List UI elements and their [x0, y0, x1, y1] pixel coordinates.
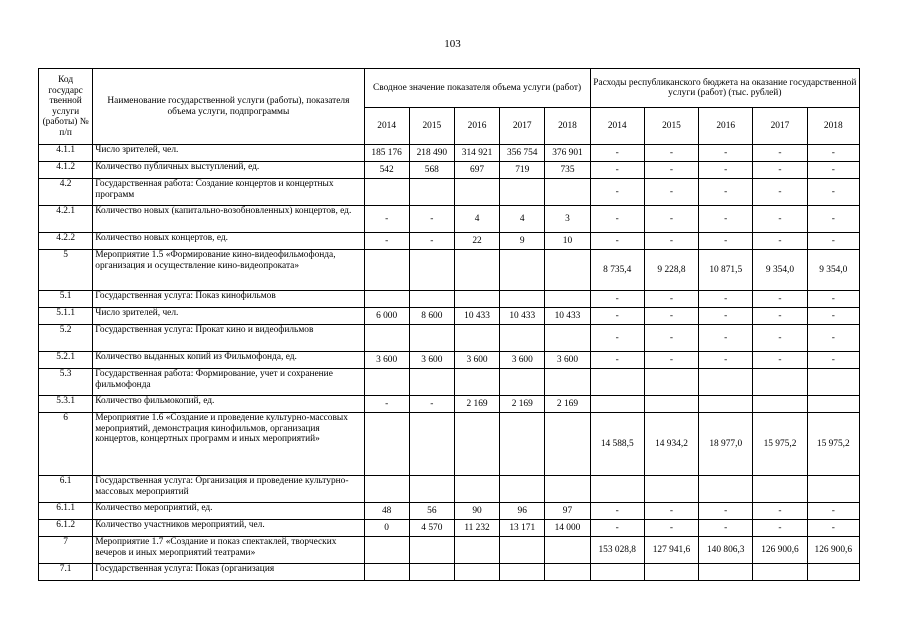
- row-name: Государственная услуга: Организация и проведение культурно-массовых мероприятий: [93, 476, 364, 503]
- table-row: [39, 233, 860, 250]
- header-volume-year: 2016: [454, 108, 499, 145]
- expense-cell: [590, 476, 644, 503]
- expense-cell: -: [699, 162, 753, 179]
- volume-cell: [500, 564, 545, 581]
- expense-cell: [699, 369, 753, 396]
- volume-cell: [545, 250, 590, 291]
- volume-cell: 3 600: [500, 352, 545, 369]
- expense-cell: [590, 396, 644, 413]
- volume-cell: 735: [545, 162, 590, 179]
- volume-cell: [545, 413, 590, 476]
- volume-cell: 48: [364, 503, 409, 520]
- expense-cell: 10 871,5: [699, 250, 753, 291]
- expense-cell: -: [807, 162, 859, 179]
- expense-cell: -: [699, 308, 753, 325]
- volume-cell: 14 000: [545, 520, 590, 537]
- row-code: 6.1: [39, 476, 93, 503]
- volume-cell: 314 921: [454, 145, 499, 162]
- expense-cell: [753, 369, 807, 396]
- volume-cell: [364, 325, 409, 352]
- row-name: Мероприятие 1.7 «Создание и показ спектаклей, творческих вечеров и иных мероприятий театрами»: [93, 537, 364, 564]
- volume-cell: 10 433: [500, 308, 545, 325]
- volume-cell: 2 169: [545, 396, 590, 413]
- volume-cell: [454, 476, 499, 503]
- volume-cell: 3 600: [409, 352, 454, 369]
- row-code: 6: [39, 413, 93, 476]
- row-name: Количество публичных выступлений, ед.: [93, 162, 364, 179]
- volume-cell: [364, 476, 409, 503]
- table-row: [39, 413, 860, 476]
- volume-cell: [454, 564, 499, 581]
- expense-cell: [699, 476, 753, 503]
- volume-cell: [364, 291, 409, 308]
- table-row: [39, 503, 860, 520]
- table-body: [39, 145, 860, 581]
- volume-cell: 10: [545, 233, 590, 250]
- volume-cell: [545, 179, 590, 206]
- volume-cell: [545, 564, 590, 581]
- row-code: 6.1.2: [39, 520, 93, 537]
- expense-cell: -: [807, 308, 859, 325]
- expense-cell: -: [644, 162, 698, 179]
- expense-cell: -: [699, 206, 753, 233]
- volume-cell: [364, 179, 409, 206]
- expense-cell: 8 735,4: [590, 250, 644, 291]
- expense-cell: -: [590, 308, 644, 325]
- expense-cell: -: [590, 179, 644, 206]
- volume-cell: [545, 291, 590, 308]
- volume-cell: [364, 369, 409, 396]
- volume-cell: [409, 476, 454, 503]
- expense-cell: -: [644, 291, 698, 308]
- expense-cell: -: [644, 520, 698, 537]
- table-row: [39, 520, 860, 537]
- expense-cell: -: [699, 352, 753, 369]
- volume-cell: 0: [364, 520, 409, 537]
- expense-cell: 153 028,8: [590, 537, 644, 564]
- volume-cell: 8 600: [409, 308, 454, 325]
- expense-cell: -: [644, 206, 698, 233]
- expense-cell: -: [644, 352, 698, 369]
- expense-cell: [699, 396, 753, 413]
- expense-cell: 127 941,6: [644, 537, 698, 564]
- expense-cell: [753, 396, 807, 413]
- volume-cell: [545, 369, 590, 396]
- header-volume-group: Сводное значение показателя объема услуги (работ): [364, 69, 590, 108]
- table-row: [39, 250, 860, 291]
- table-row: [39, 352, 860, 369]
- expense-cell: [644, 369, 698, 396]
- volume-cell: [454, 250, 499, 291]
- volume-cell: [545, 476, 590, 503]
- expense-cell: [807, 564, 859, 581]
- expense-cell: -: [807, 206, 859, 233]
- expense-cell: -: [590, 325, 644, 352]
- expense-cell: -: [699, 503, 753, 520]
- header-expense-year: 2015: [644, 108, 698, 145]
- table-row: [39, 396, 860, 413]
- expense-cell: [590, 564, 644, 581]
- expense-cell: -: [590, 206, 644, 233]
- volume-cell: [409, 369, 454, 396]
- row-code: 4.2.1: [39, 206, 93, 233]
- volume-cell: [409, 291, 454, 308]
- expense-cell: -: [590, 520, 644, 537]
- row-name: Государственная услуга: Прокат кино и видеофильмов: [93, 325, 364, 352]
- expense-cell: 15 975,2: [807, 413, 859, 476]
- volume-cell: -: [409, 206, 454, 233]
- volume-cell: 3: [545, 206, 590, 233]
- expense-cell: -: [807, 145, 859, 162]
- expense-cell: -: [644, 308, 698, 325]
- volume-cell: 218 490: [409, 145, 454, 162]
- volume-cell: [500, 413, 545, 476]
- row-code: 4.2.2: [39, 233, 93, 250]
- expense-cell: -: [699, 145, 753, 162]
- row-name: Количество выданных копий из Фильмофонда, ед.: [93, 352, 364, 369]
- expense-cell: -: [753, 520, 807, 537]
- volume-cell: 376 901: [545, 145, 590, 162]
- expense-cell: -: [753, 145, 807, 162]
- volume-cell: [500, 476, 545, 503]
- expense-cell: -: [644, 233, 698, 250]
- volume-cell: 97: [545, 503, 590, 520]
- row-name: Число зрителей, чел.: [93, 145, 364, 162]
- volume-cell: [500, 179, 545, 206]
- expense-cell: 9 228,8: [644, 250, 698, 291]
- table-row: [39, 564, 860, 581]
- volume-cell: [364, 564, 409, 581]
- row-name: Количество мероприятий, ед.: [93, 503, 364, 520]
- volume-cell: [454, 413, 499, 476]
- row-name: Государственная услуга: Показ (организация: [93, 564, 364, 581]
- row-code: 5.1.1: [39, 308, 93, 325]
- row-code: 5.2.1: [39, 352, 93, 369]
- row-code: 5.1: [39, 291, 93, 308]
- row-code: 7.1: [39, 564, 93, 581]
- header-volume-year: 2014: [364, 108, 409, 145]
- header-name: Наименование государственной услуги (работы), показателя объема услуги, подпрограммы: [93, 69, 364, 145]
- row-code: 5.3: [39, 369, 93, 396]
- volume-cell: 2 169: [454, 396, 499, 413]
- page-number: 103: [444, 38, 461, 50]
- volume-cell: [409, 179, 454, 206]
- expense-cell: -: [753, 308, 807, 325]
- expense-cell: -: [753, 503, 807, 520]
- header-expense-year: 2017: [753, 108, 807, 145]
- expense-cell: -: [807, 325, 859, 352]
- row-name: Количество новых (капитально-возобновленных) концертов, ед.: [93, 206, 364, 233]
- volume-cell: [454, 325, 499, 352]
- expense-cell: 15 975,2: [753, 413, 807, 476]
- expense-cell: 9 354,0: [753, 250, 807, 291]
- volume-cell: [409, 564, 454, 581]
- table-row: [39, 537, 860, 564]
- volume-cell: -: [409, 233, 454, 250]
- volume-cell: 185 176: [364, 145, 409, 162]
- volume-cell: 697: [454, 162, 499, 179]
- volume-cell: 4: [500, 206, 545, 233]
- expense-cell: 14 934,2: [644, 413, 698, 476]
- volume-cell: 11 232: [454, 520, 499, 537]
- row-name: Количество фильмокопий, ед.: [93, 396, 364, 413]
- volume-cell: [545, 537, 590, 564]
- volume-cell: [500, 325, 545, 352]
- expense-cell: -: [807, 520, 859, 537]
- volume-cell: 90: [454, 503, 499, 520]
- expense-cell: -: [753, 179, 807, 206]
- expense-cell: -: [699, 325, 753, 352]
- row-name: Мероприятие 1.6 «Создание и проведение культурно-массовых мероприятий, демонстрация кинофильмов, организация концертов, концертных программ и иных мероприятий»: [93, 413, 364, 476]
- header-expense-year: 2018: [807, 108, 859, 145]
- volume-cell: [454, 179, 499, 206]
- expense-cell: -: [699, 520, 753, 537]
- volume-cell: 9: [500, 233, 545, 250]
- volume-cell: [545, 325, 590, 352]
- expense-cell: [807, 396, 859, 413]
- row-name: Количество новых концертов, ед.: [93, 233, 364, 250]
- volume-cell: 3 600: [454, 352, 499, 369]
- volume-cell: [500, 537, 545, 564]
- expense-cell: -: [644, 145, 698, 162]
- expense-cell: -: [590, 291, 644, 308]
- row-name: Государственная работа: Формирование, учет и сохранение фильмофонда: [93, 369, 364, 396]
- volume-cell: 568: [409, 162, 454, 179]
- volume-cell: 3 600: [545, 352, 590, 369]
- volume-cell: 96: [500, 503, 545, 520]
- expense-cell: [807, 369, 859, 396]
- expense-cell: -: [644, 503, 698, 520]
- volume-cell: [364, 413, 409, 476]
- table-row: [39, 291, 860, 308]
- volume-cell: 356 754: [500, 145, 545, 162]
- expense-cell: [644, 476, 698, 503]
- row-code: 5.3.1: [39, 396, 93, 413]
- volume-cell: [454, 369, 499, 396]
- expense-cell: -: [753, 233, 807, 250]
- expense-cell: [699, 564, 753, 581]
- expense-cell: -: [699, 291, 753, 308]
- expense-cell: 14 588,5: [590, 413, 644, 476]
- volume-cell: [409, 537, 454, 564]
- row-name: Число зрителей, чел.: [93, 308, 364, 325]
- expense-cell: [807, 476, 859, 503]
- volume-cell: 56: [409, 503, 454, 520]
- volume-cell: 719: [500, 162, 545, 179]
- volume-cell: 2 169: [500, 396, 545, 413]
- volume-cell: -: [364, 233, 409, 250]
- row-name: Мероприятие 1.5 «Формирование кино-видеофильмофонда, организация и осуществление кино-видеопроката»: [93, 250, 364, 291]
- expense-cell: -: [699, 179, 753, 206]
- expense-cell: -: [807, 503, 859, 520]
- row-name: Количество участников мероприятий, чел.: [93, 520, 364, 537]
- row-code: 4.2: [39, 179, 93, 206]
- expense-cell: -: [753, 352, 807, 369]
- volume-cell: 22: [454, 233, 499, 250]
- volume-cell: [409, 413, 454, 476]
- volume-cell: 4 570: [409, 520, 454, 537]
- expense-cell: -: [807, 233, 859, 250]
- expense-cell: -: [590, 503, 644, 520]
- expense-cell: [590, 369, 644, 396]
- expense-cell: -: [807, 352, 859, 369]
- expense-cell: -: [807, 291, 859, 308]
- expense-cell: -: [590, 233, 644, 250]
- volume-cell: [454, 291, 499, 308]
- row-code: 6.1.1: [39, 503, 93, 520]
- table-row: [39, 325, 860, 352]
- expense-cell: 18 977,0: [699, 413, 753, 476]
- volume-cell: -: [364, 396, 409, 413]
- volume-cell: 13 171: [500, 520, 545, 537]
- row-name: Государственная работа: Создание концертов и концертных программ: [93, 179, 364, 206]
- header-expense-group: Расходы республиканского бюджета на оказание государственной услуги (работ) (тыс. рублей): [590, 69, 859, 108]
- header-expense-year: 2014: [590, 108, 644, 145]
- volume-cell: 542: [364, 162, 409, 179]
- volume-cell: -: [364, 206, 409, 233]
- expense-cell: -: [753, 162, 807, 179]
- row-name: Государственная услуга: Показ кинофильмов: [93, 291, 364, 308]
- row-code: 5.2: [39, 325, 93, 352]
- expense-cell: -: [644, 179, 698, 206]
- volume-cell: 6 000: [364, 308, 409, 325]
- volume-cell: -: [409, 396, 454, 413]
- row-code: 4.1.1: [39, 145, 93, 162]
- volume-cell: [364, 250, 409, 291]
- row-code: 4.1.2: [39, 162, 93, 179]
- table-row: [39, 162, 860, 179]
- expense-cell: 140 806,3: [699, 537, 753, 564]
- table-row: [39, 179, 860, 206]
- volume-cell: 10 433: [454, 308, 499, 325]
- expense-cell: -: [753, 325, 807, 352]
- expense-cell: -: [590, 145, 644, 162]
- expense-cell: 126 900,6: [807, 537, 859, 564]
- volume-cell: [409, 325, 454, 352]
- table-row: [39, 369, 860, 396]
- volume-cell: [454, 537, 499, 564]
- expense-cell: -: [753, 206, 807, 233]
- row-code: 5: [39, 250, 93, 291]
- volume-cell: 10 433: [545, 308, 590, 325]
- table-row: [39, 206, 860, 233]
- table-header: [39, 69, 860, 145]
- header-expense-year: 2016: [699, 108, 753, 145]
- expense-cell: -: [590, 352, 644, 369]
- volume-cell: 4: [454, 206, 499, 233]
- expense-cell: 126 900,6: [753, 537, 807, 564]
- expense-cell: [753, 476, 807, 503]
- header-code: Код государс твенной услуги (работы) № п/п: [39, 69, 93, 145]
- expense-cell: [644, 564, 698, 581]
- header-volume-year: 2017: [500, 108, 545, 145]
- volume-cell: 3 600: [364, 352, 409, 369]
- table-row: [39, 476, 860, 503]
- budget-table: [38, 68, 860, 581]
- header-volume-year: 2015: [409, 108, 454, 145]
- volume-cell: [409, 250, 454, 291]
- expense-cell: 9 354,0: [807, 250, 859, 291]
- table-row: [39, 145, 860, 162]
- expense-cell: -: [590, 162, 644, 179]
- expense-cell: [644, 396, 698, 413]
- volume-cell: [500, 250, 545, 291]
- row-code: 7: [39, 537, 93, 564]
- expense-cell: -: [644, 325, 698, 352]
- expense-cell: -: [699, 233, 753, 250]
- expense-cell: [753, 564, 807, 581]
- volume-cell: [364, 537, 409, 564]
- table-row: [39, 308, 860, 325]
- expense-cell: -: [753, 291, 807, 308]
- volume-cell: [500, 291, 545, 308]
- volume-cell: [500, 369, 545, 396]
- header-volume-year: 2018: [545, 108, 590, 145]
- expense-cell: -: [807, 179, 859, 206]
